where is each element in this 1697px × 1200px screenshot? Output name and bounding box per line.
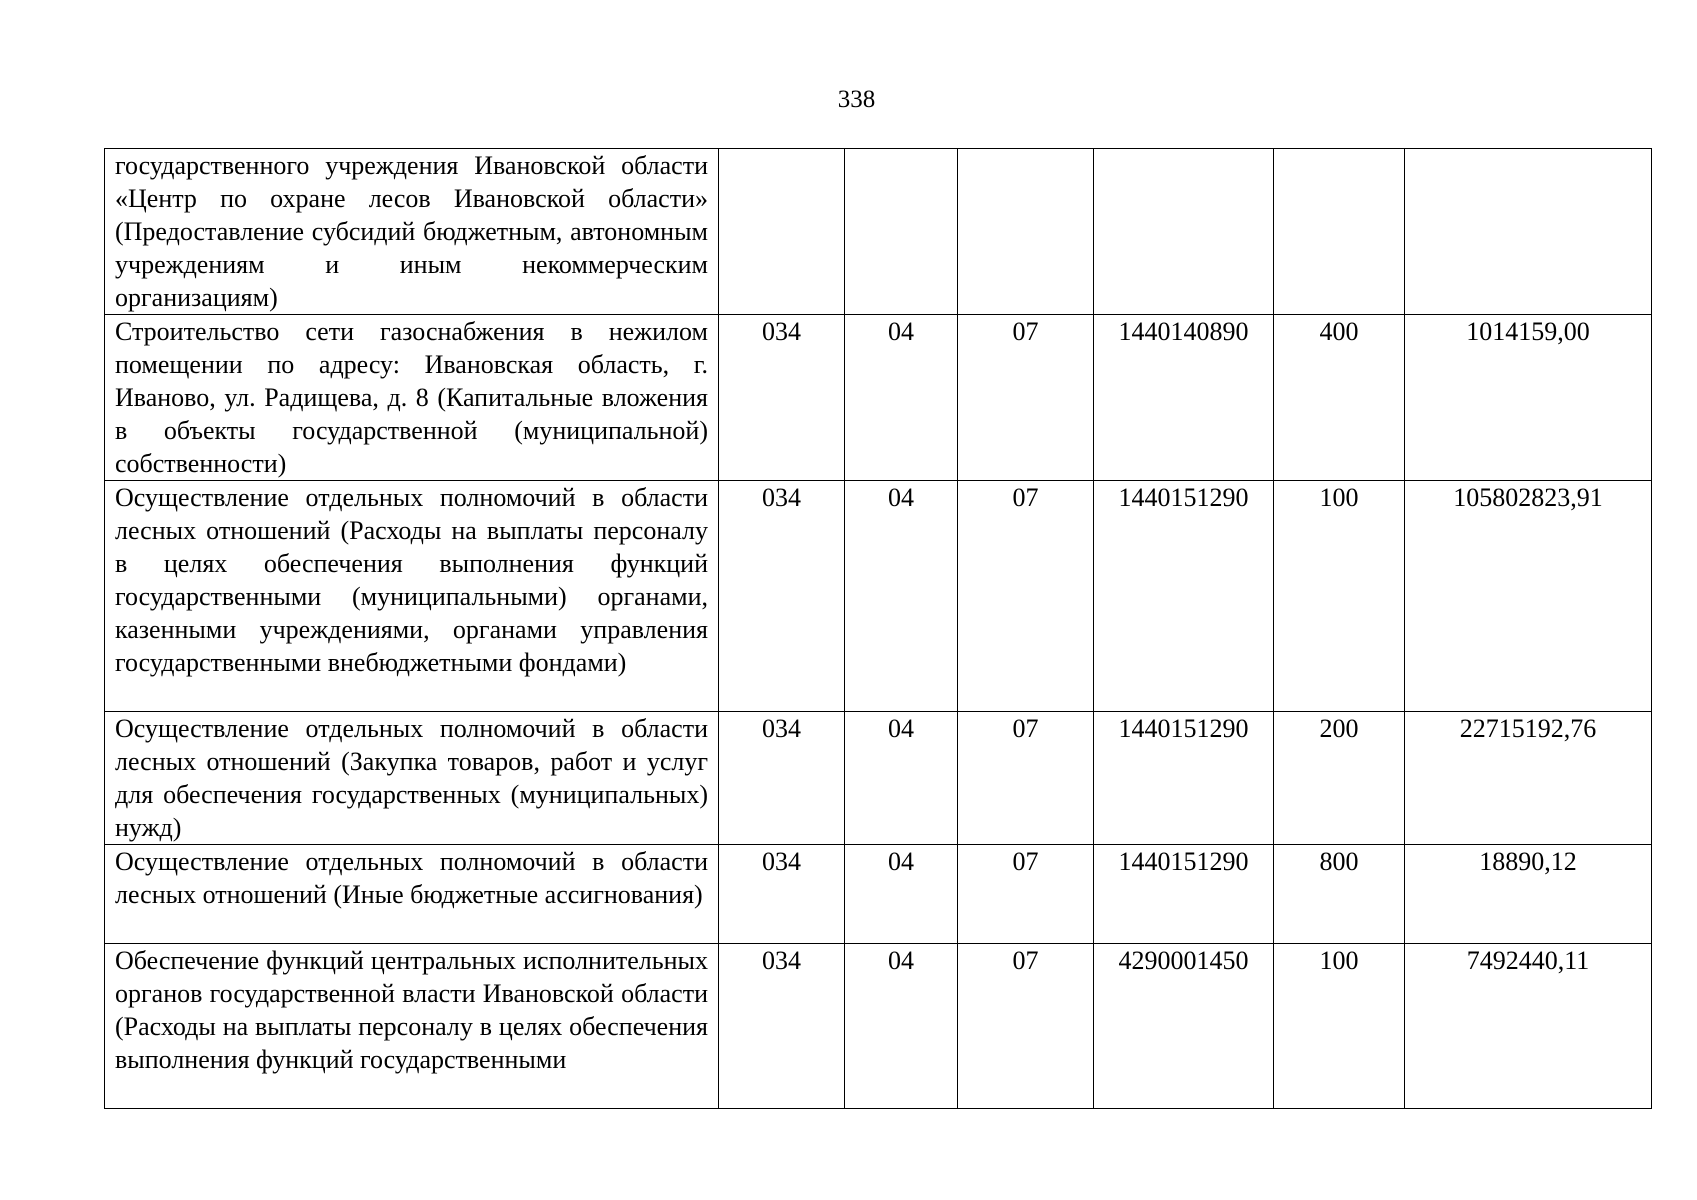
section-code: 04 [845,944,958,1109]
target-article-code [1094,149,1274,315]
subsection-code: 07 [958,845,1094,944]
expense-type-code: 100 [1274,481,1405,712]
row-description: Осуществление отдельных полномочий в области лесных отношений (Расходы на выплаты персоналу в целях обеспечения выполнения функций государственными (муниципальными) органами, казенными учреждениями, органами управления государственными внебюджетными фондами) [105,481,719,712]
chief-administrator-code: 034 [719,845,845,944]
target-article-code: 1440140890 [1094,315,1274,481]
table-row [105,315,1652,481]
subsection-code: 07 [958,944,1094,1109]
amount-value: 7492440,11 [1405,944,1652,1109]
expense-type-code [1274,149,1405,315]
row-description: Осуществление отдельных полномочий в области лесных отношений (Закупка товаров, работ и услуг для обеспечения государственных (муниципальных) нужд) [105,712,719,845]
table-row [105,944,1652,1109]
table-row [105,845,1652,944]
subsection-code: 07 [958,315,1094,481]
target-article-code: 4290001450 [1094,944,1274,1109]
expense-type-code: 200 [1274,712,1405,845]
chief-administrator-code: 034 [719,712,845,845]
row-description: Строительство сети газоснабжения в нежилом помещении по адресу: Ивановская область, г. Иваново, ул. Радищева, д. 8 (Капитальные вложения в объекты государственной (муниципальной) собственности) [105,315,719,481]
subsection-code [958,149,1094,315]
amount-value [1405,149,1652,315]
chief-administrator-code [719,149,845,315]
section-code: 04 [845,712,958,845]
section-code [845,149,958,315]
table-row [105,712,1652,845]
subsection-code: 07 [958,712,1094,845]
amount-value: 105802823,91 [1405,481,1652,712]
chief-administrator-code: 034 [719,481,845,712]
expense-type-code: 800 [1274,845,1405,944]
section-code: 04 [845,481,958,712]
amount-value: 18890,12 [1405,845,1652,944]
expense-type-code: 400 [1274,315,1405,481]
target-article-code: 1440151290 [1094,481,1274,712]
table-row [105,481,1652,712]
target-article-code: 1440151290 [1094,712,1274,845]
page-number: 338 [837,86,876,113]
amount-value: 22715192,76 [1405,712,1652,845]
expense-type-code: 100 [1274,944,1405,1109]
target-article-code: 1440151290 [1094,845,1274,944]
chief-administrator-code: 034 [719,315,845,481]
table-row [105,149,1652,315]
subsection-code: 07 [958,481,1094,712]
row-description: Обеспечение функций центральных исполнительных органов государственной власти Ивановской области (Расходы на выплаты персоналу в целях обеспечения выполнения функций государственными [105,944,719,1109]
row-description: государственного учреждения Ивановской области «Центр по охране лесов Ивановской области» (Предоставление субсидий бюджетным, автономным учреждениям и иным некоммерческим организациям) [105,149,719,315]
budget-table [104,148,1652,1109]
row-description: Осуществление отдельных полномочий в области лесных отношений (Иные бюджетные ассигнования) [105,845,719,944]
section-code: 04 [845,845,958,944]
chief-administrator-code: 034 [719,944,845,1109]
amount-value: 1014159,00 [1405,315,1652,481]
section-code: 04 [845,315,958,481]
